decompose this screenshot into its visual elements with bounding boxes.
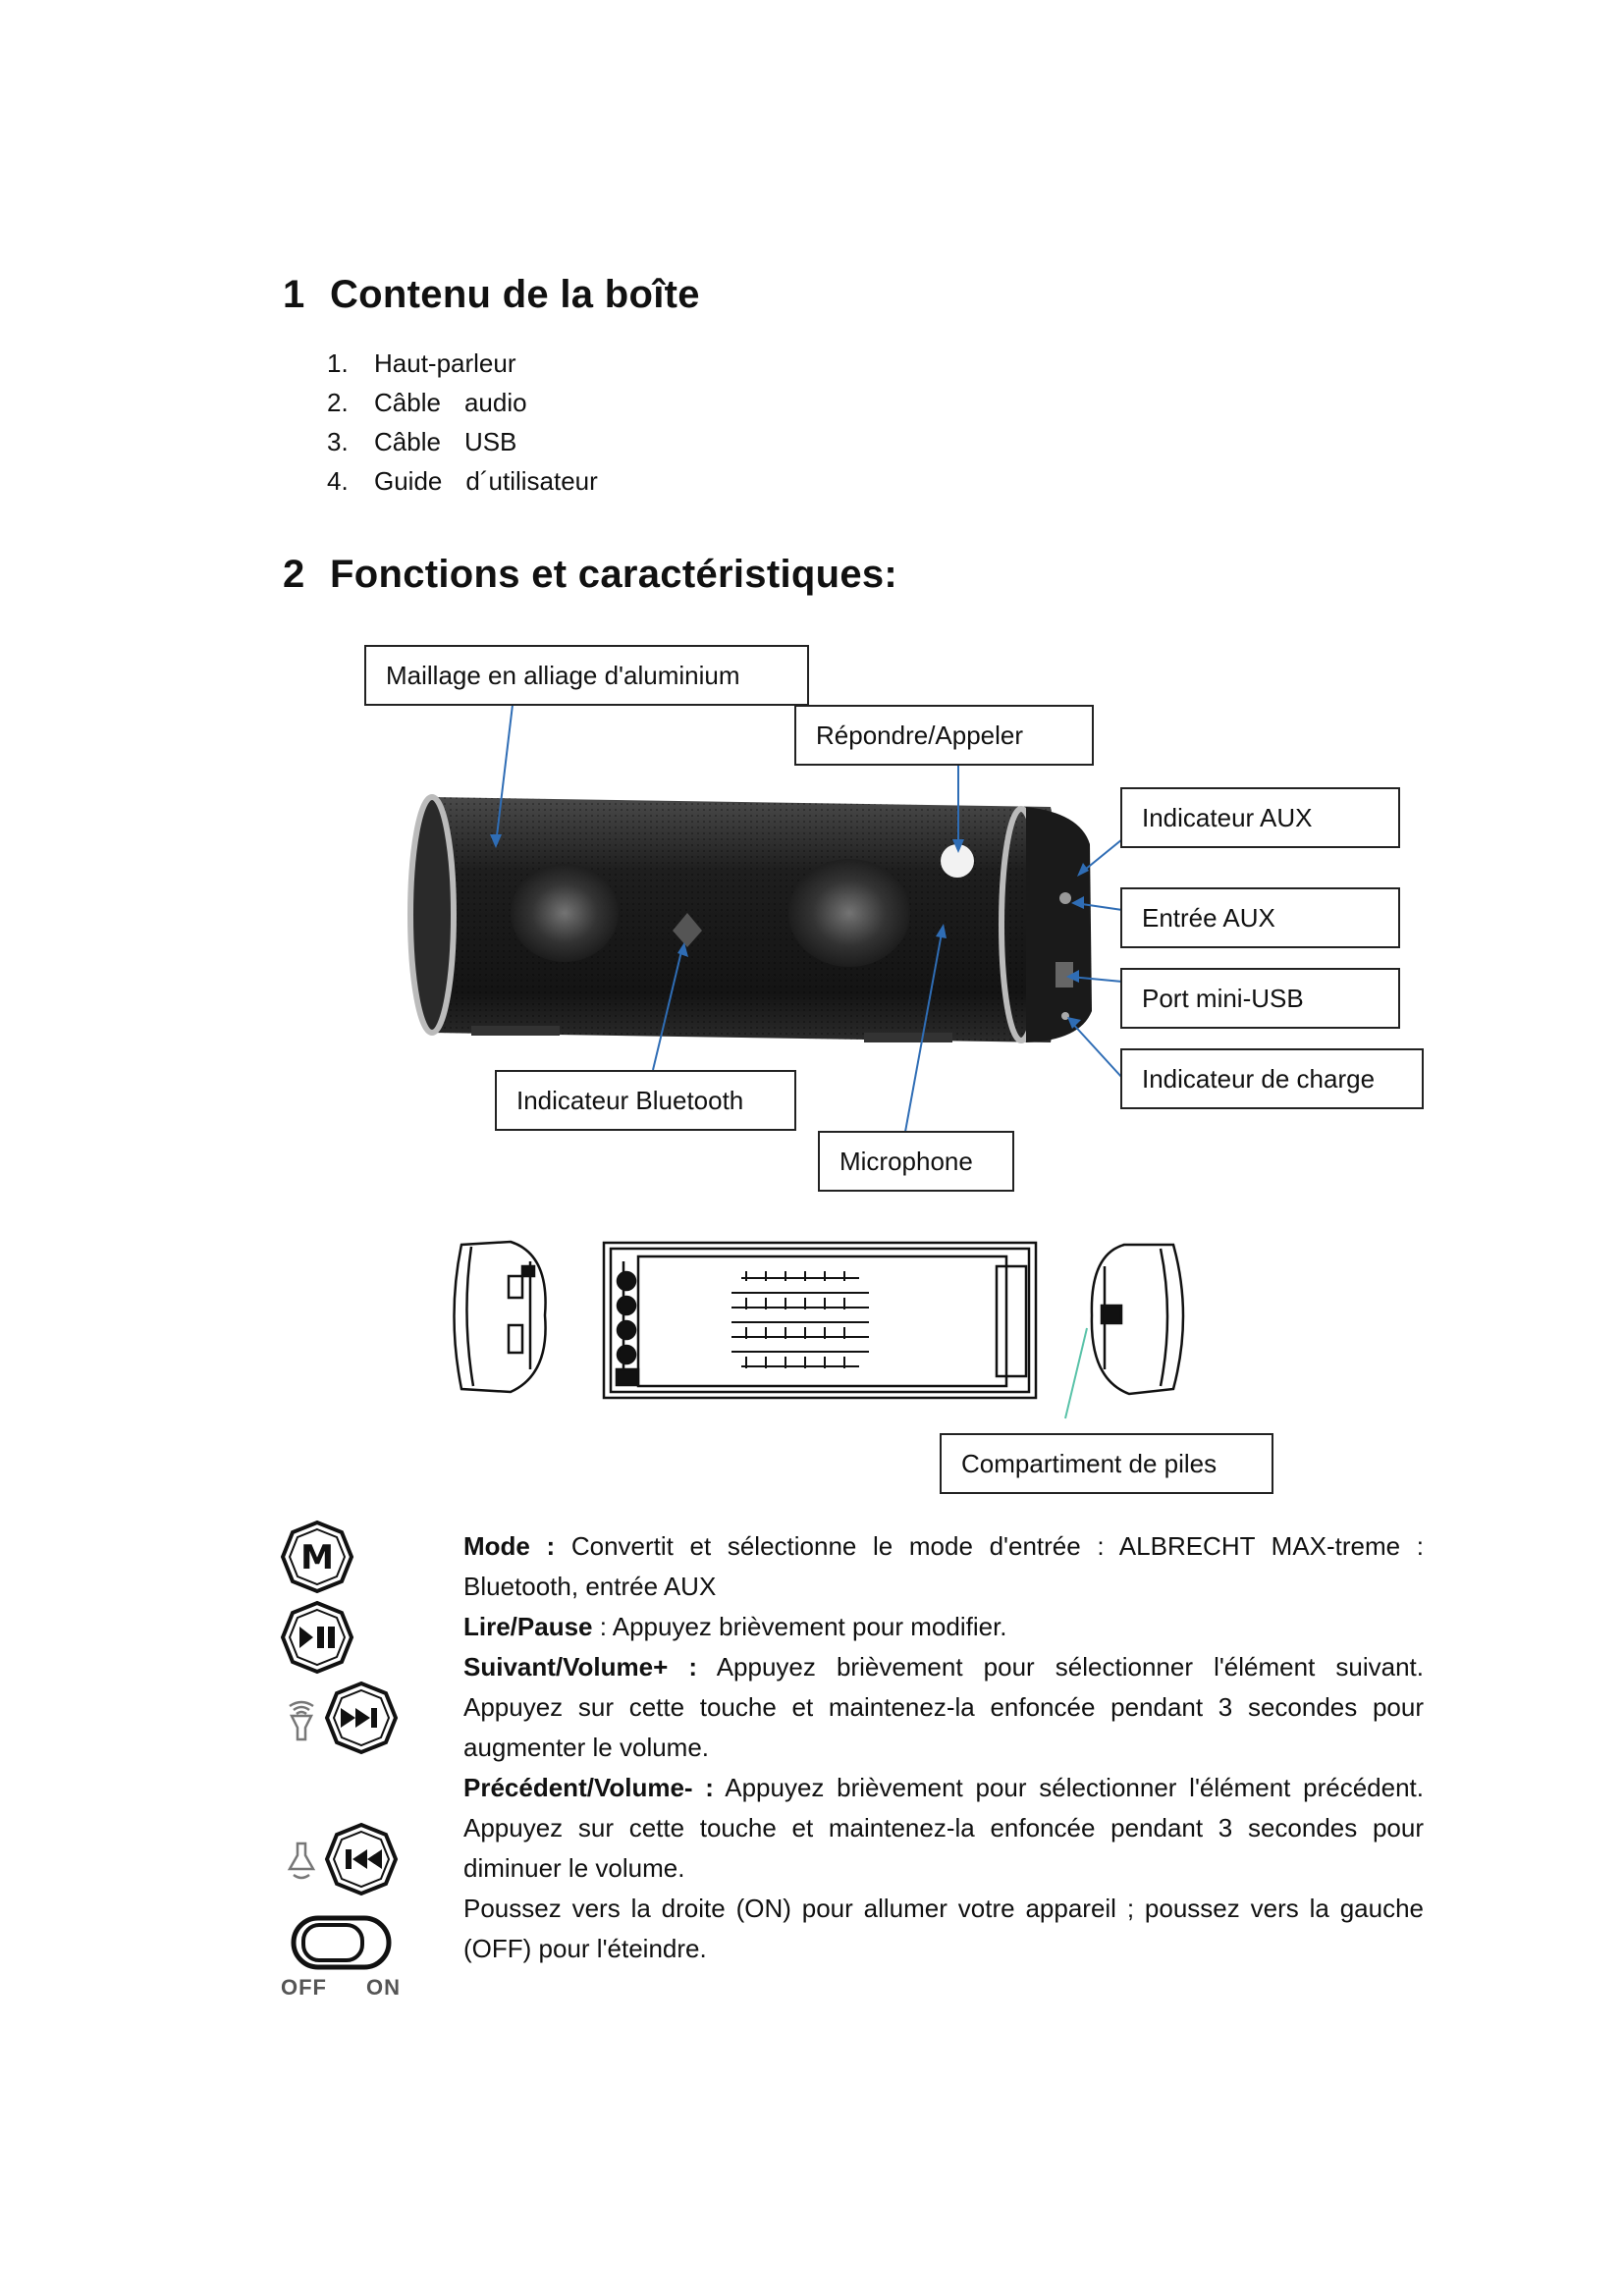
on-label: ON <box>366 1975 401 2000</box>
function-descriptions <box>463 1526 1424 1969</box>
power-description: Poussez vers la droite (ON) pour allumer votre appareil ; poussez vers la gauche (OFF) pour l'éteindre. <box>463 1894 1424 1963</box>
callout-mesh <box>364 645 809 706</box>
callout-text: Indicateur Bluetooth <box>516 1085 744 1115</box>
callout-charge-indicator <box>1120 1048 1424 1109</box>
list-text: USB <box>463 427 517 456</box>
section-number: 1 <box>283 273 305 316</box>
next-description <box>463 1647 1424 1768</box>
callout-text: Indicateur de charge <box>1142 1063 1376 1094</box>
callout-text: Indicateur AUX <box>1142 802 1313 832</box>
mode-text: Convertit et sélectionne le mode d'entrée : ALBRECHT MAX-treme : Bluetooth, entrée AUX <box>463 1531 1424 1601</box>
callout-text: Entrée AUX <box>1142 902 1275 933</box>
next-label: Suivant/Volume+ : <box>463 1652 698 1682</box>
callout-battery-compartment <box>940 1433 1273 1494</box>
list-number: 1. <box>327 348 349 378</box>
volume-up-icon <box>282 1696 321 1745</box>
mode-description <box>463 1526 1424 1607</box>
list-text: audio <box>463 388 527 417</box>
list-number: 4. <box>327 466 349 496</box>
callout-text: Répondre/Appeler <box>816 720 1024 750</box>
speaker-photo <box>410 797 1092 1042</box>
grille-slots <box>731 1271 869 1368</box>
list-number: 3. <box>327 427 349 456</box>
power-switch-icon <box>290 1914 393 1971</box>
list-number: 2. <box>327 388 349 417</box>
line-drawings <box>455 1242 1184 1398</box>
play-pause-icon <box>280 1600 354 1675</box>
section-number: 2 <box>283 553 305 596</box>
previous-track-icon <box>324 1822 399 1896</box>
list-text: Haut-parleur <box>374 348 516 378</box>
off-label: OFF <box>281 1975 327 2000</box>
mode-letter: M <box>300 1538 334 1577</box>
list-text: d´utilisateur <box>465 466 598 496</box>
play-description <box>463 1607 1424 1647</box>
list-text: Guide <box>374 466 443 496</box>
prev-label: Précédent/Volume- : <box>463 1773 714 1802</box>
play-text: : Appuyez brièvement pour modifier. <box>592 1612 1007 1641</box>
next-text: Appuyez brièvement pour sélectionner l'élément suivant. Appuyez sur cette touche et maintenez-la enfoncée pendant 3 secondes pour augmenter le volume. <box>463 1652 1424 1762</box>
section-title: Fonctions et caractéristiques: <box>330 553 898 596</box>
prev-text: Appuyez brièvement pour sélectionner l'élément précédent. Appuyez sur cette touche et maintenez-la enfoncée pendant 3 secondes pour diminuer le volume. <box>463 1773 1424 1883</box>
volume-down-icon <box>282 1838 321 1887</box>
section-title: Contenu de la boîte <box>330 273 700 316</box>
callout-text: Maillage en alliage d'aluminium <box>386 660 740 690</box>
callout-text: Microphone <box>839 1146 973 1176</box>
callout-aux-input <box>1120 887 1400 948</box>
play-label: Lire/Pause <box>463 1612 593 1641</box>
mode-button-icon <box>280 1520 354 1594</box>
callout-mini-usb <box>1120 968 1400 1029</box>
callout-answer-call <box>794 705 1094 766</box>
list-text: Câble <box>374 388 441 417</box>
prev-description <box>463 1768 1424 1889</box>
battery-pointer <box>1065 1328 1087 1418</box>
list-text: Câble <box>374 427 441 456</box>
mode-label: Mode : <box>463 1531 556 1561</box>
callout-bluetooth-indicator <box>495 1070 796 1131</box>
callout-text: Port mini-USB <box>1142 983 1304 1013</box>
callout-microphone <box>818 1131 1014 1192</box>
callout-text: Compartiment de piles <box>961 1448 1218 1478</box>
next-track-icon <box>324 1681 399 1755</box>
callout-aux-indicator <box>1120 787 1400 848</box>
